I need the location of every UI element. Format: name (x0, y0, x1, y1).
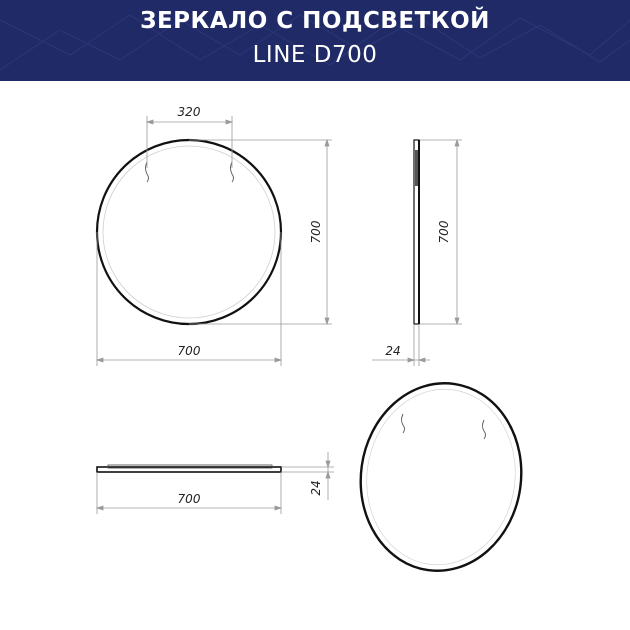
dim-front-height-label: 700 (309, 220, 323, 244)
perspective-left-hook (402, 414, 405, 433)
dim-side-depth-label: 24 (385, 344, 401, 358)
dim-320 (147, 116, 232, 168)
side-bracket (415, 150, 418, 186)
perspective-view (349, 373, 534, 581)
dim-top-depth (281, 452, 334, 500)
page-subtitle: LINE D700 (252, 42, 378, 68)
mirror-outline (97, 140, 281, 324)
perspective-led-ring (355, 380, 526, 575)
page-title: ЗЕРКАЛО С ПОДСВЕТКОЙ (140, 8, 490, 34)
dim-top-width-label: 700 (177, 492, 201, 506)
side-view (372, 140, 462, 366)
dim-side-depth (372, 324, 430, 366)
mirror-led-ring (103, 146, 275, 318)
dim-top-depth-label: 24 (309, 480, 323, 496)
dim-side-height-label: 700 (437, 220, 451, 244)
top-view (97, 452, 334, 514)
dim-320-label: 320 (177, 105, 201, 119)
perspective-outline (349, 373, 534, 581)
front-view (97, 105, 332, 366)
perspective-right-hook (483, 420, 486, 439)
dim-front-width-label: 700 (177, 344, 201, 358)
